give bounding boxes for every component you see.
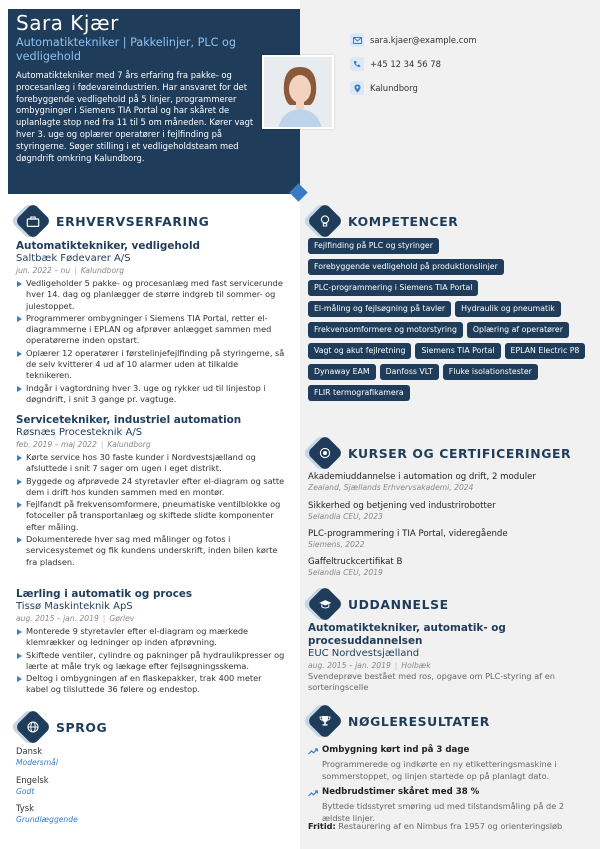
email-icon <box>350 33 364 47</box>
lightbulb-icon <box>307 203 344 240</box>
job-company: Saltbæk Fødevarer A/S <box>16 253 131 264</box>
language-name: Engelsk <box>16 775 49 785</box>
education-section-title: UDDANNELSE <box>348 596 449 612</box>
job-title: Automatiktekniker, vedligehold <box>16 240 200 252</box>
job-company: Røsnæs Procesteknik A/S <box>16 427 143 438</box>
job-title: Servicetekniker, industriel automation <box>16 414 242 426</box>
list-item: Deltog i ombygningen af en flaskepakker, trak 400 meter kabel og tilsluttede 36 følere og endestop. <box>16 673 286 696</box>
courses-section-title: KURSER OG CERTIFICERINGER <box>348 445 572 461</box>
job-bullets <box>16 278 286 405</box>
result-title: Nedbrudstimer skåret med 38 % <box>322 786 480 797</box>
courses-section-header <box>312 440 571 466</box>
language-item <box>16 746 58 768</box>
profile-summary: Automatiktekniker med 7 års erfaring fra pakke- og procesanlæg i fødevareindustrien. Har ansvaret for det forebyggende vedligehold på 5 linjer, programmerer ombygninger i Siemens TIA Portal og har skåret de uplanlagte stop ned fra 11 til 5 om måneden. Kører vagt hver 3. uge og oplærer operatører i fejlfinding på styringerne. Søger stilling i et vedligeholdsteam med døgndrift omkring Kalundborg. <box>16 70 254 163</box>
course-item <box>308 528 588 550</box>
skill-tag: EPLAN Electric P8 <box>505 343 586 359</box>
language-item <box>16 803 78 825</box>
skill-tag: FLIR termografikamera <box>308 385 410 401</box>
result-head <box>308 782 588 801</box>
skill-tag: El-måling og fejlsøgning på tavler <box>308 301 451 317</box>
language-item <box>16 775 49 797</box>
skill-tag: Vagt og akut fejlretning <box>308 343 411 359</box>
education-description: Svendeprøve bestået med ros, opgave om PLC-styring af en sorteringscelle <box>308 671 555 692</box>
list-item: Monterede 9 styretavler efter el-diagram og mærkede klemrækker og ledninger op inden afprøvning. <box>16 626 286 649</box>
location-pin-icon <box>350 81 364 95</box>
languages-section-title: SPROG <box>56 719 108 735</box>
free-time-text: Restaurering af en Nimbus fra 1957 og orienteringsløb <box>338 821 563 831</box>
contact-email-text: sara.kjaer@example.com <box>370 35 477 45</box>
result-head <box>308 740 588 759</box>
skills-section-header <box>312 208 458 234</box>
job-meta: feb. 2019 – maj 2022 | Kalundborg <box>16 440 151 449</box>
course-item <box>308 471 588 493</box>
list-item: Indgår i vagtordning hver 3. uge og rykker ud til linjestop i døgndrift, i snit 3 gange pr. vagtuge. <box>16 383 286 406</box>
globe-icon <box>15 709 52 746</box>
job-company: Tissø Maskinteknik ApS <box>16 601 133 612</box>
skill-tag: Danfoss VLT <box>380 364 439 380</box>
job-entry-3 <box>16 588 286 697</box>
skill-tag: Siemens TIA Portal <box>415 343 500 359</box>
skills-tag-list <box>308 238 590 401</box>
list-item: Dokumenterede hver sag med målinger og fotos i servicesystemet og fik kundens underskrift, inden bilen kørte fra pladsen. <box>16 534 286 568</box>
experience-section-header <box>20 208 209 234</box>
job-title: Lærling i automatik og proces <box>16 588 193 600</box>
list-item: Oplærer 12 operatører i førstelinjefejlfinding på styringerne, så de selv kvitterer 4 ud af 10 alarmer uden at tilkalde teknikeren. <box>16 348 286 382</box>
contact-location <box>350 80 418 96</box>
list-item: Skiftede ventiler, cylindre og pakninger på hydraulikpresser og lærte at måle tryk og lækage efter fejlsøgningsskema. <box>16 650 286 673</box>
language-level: Grundlæggende <box>16 815 78 824</box>
header <box>8 9 300 194</box>
skill-tag: Fejlfinding på PLC og styringer <box>308 238 439 254</box>
free-time <box>308 821 590 832</box>
course-meta: Selandia CEU, 2023 <box>308 512 383 521</box>
trend-up-icon <box>308 782 318 801</box>
education-entry <box>308 622 588 693</box>
course-meta: Selandia CEU, 2019 <box>308 568 383 577</box>
contact-email[interactable] <box>350 32 477 48</box>
trophy-icon <box>307 703 344 740</box>
education-school: EUC Nordvestsjælland <box>308 648 420 659</box>
result-title: Ombygning kørt ind på 3 dage <box>322 744 470 755</box>
result-description: Byttede tidsstyret smøring ud med tilstandsmåling på de 2 ældste linjer. <box>322 801 565 823</box>
language-level: Modersmål <box>16 758 58 767</box>
skill-tag: Hydraulik og pneumatik <box>455 301 561 317</box>
list-item: Vedligeholder 5 pakke- og procesanlæg med fast servicerunde hver 14. dag og planlægger de større indgreb til sommer- og julestoppet. <box>16 278 286 312</box>
contact-location-text: Kalundborg <box>370 83 418 93</box>
course-meta: Siemens, 2022 <box>308 540 365 549</box>
trend-up-icon <box>308 740 318 759</box>
course-item <box>308 556 588 578</box>
course-meta: Zealand, Sjællands Erhvervsakademi, 2024 <box>308 483 474 492</box>
course-title: PLC-programmering i TIA Portal, videregående <box>308 529 508 539</box>
education-title: Automatiktekniker, automatik- og procesuddannelsen <box>308 622 506 647</box>
badge-icon <box>307 435 344 472</box>
job-bullets <box>16 452 286 568</box>
result-item <box>308 740 588 782</box>
candidate-title: Automatiktekniker | Pakkelinjer, PLC og vedligehold <box>16 36 236 63</box>
result-description: Programmerede og indkørte en ny etiketteringsmaskine i sommerstoppet, og linjen startede op på planlagt dato. <box>322 759 557 781</box>
language-name: Dansk <box>16 746 43 756</box>
list-item: Fejlfandt på frekvensomformere, pneumatiske ventilblokke og fotoceller på transportanlæg og skiftede slidte komponenter efter måling. <box>16 499 286 533</box>
results-section-header <box>312 708 490 734</box>
graduation-cap-icon <box>307 586 344 623</box>
list-item: Programmerer ombygninger i Siemens TIA Portal, retter el-diagrammerne i EPLAN og afprøver anlægget sammen med operatørerne inden opstart. <box>16 313 286 347</box>
results-section-title: NØGLERESULTATER <box>348 713 490 729</box>
briefcase-icon <box>15 203 52 240</box>
education-meta: aug. 2015 – jan. 2019 | Holbæk <box>308 661 431 670</box>
language-level: Godt <box>16 787 35 796</box>
job-bullets <box>16 626 286 696</box>
list-item: Kørte service hos 30 faste kunder i Nordvestsjælland og afsluttede i snit 7 sager om ugen i eget distrikt. <box>16 452 286 475</box>
contact-phone-text: +45 12 34 56 78 <box>370 59 441 69</box>
job-entry-1 <box>16 240 286 406</box>
languages-section-header <box>20 714 107 740</box>
skill-tag: Dynaway EAM <box>308 364 376 380</box>
job-meta: aug. 2015 – jan. 2019 | Gørlev <box>16 614 135 623</box>
skills-section-title: KOMPETENCER <box>348 213 459 229</box>
education-section-header <box>312 591 449 617</box>
skill-tag: PLC-programmering i Siemens TIA Portal <box>308 280 478 296</box>
course-title: Akademiuddannelse i automation og drift, 2 moduler <box>308 472 536 482</box>
result-item <box>308 782 588 824</box>
skill-tag: Frekvensomformere og motorstyring <box>308 322 463 338</box>
course-title: Sikkerhed og betjening ved industrirobotter <box>308 501 496 511</box>
profile-photo <box>262 55 334 129</box>
job-entry-2 <box>16 414 286 569</box>
phone-icon <box>350 57 364 71</box>
skill-tag: Oplæring af operatører <box>467 322 569 338</box>
free-time-label: Fritid: <box>308 821 336 831</box>
contact-phone[interactable] <box>350 56 441 72</box>
course-title: Gaffeltruckcertifikat B <box>308 557 403 567</box>
skill-tag: Fluke isolationstester <box>443 364 538 380</box>
language-name: Tysk <box>16 803 34 813</box>
experience-section-title: ERHVERVSERFARING <box>56 213 210 229</box>
course-item <box>308 500 588 522</box>
skill-tag: Forebyggende vedligehold på produktionslinjer <box>308 259 504 275</box>
job-meta: jun. 2022 – nu | Kalundborg <box>16 266 125 275</box>
candidate-name: Sara Kjær <box>16 11 119 35</box>
list-item: Byggede og afprøvede 24 styretavler efter el-diagram og satte dem i drift hos kunden sammen med en montør. <box>16 476 286 499</box>
